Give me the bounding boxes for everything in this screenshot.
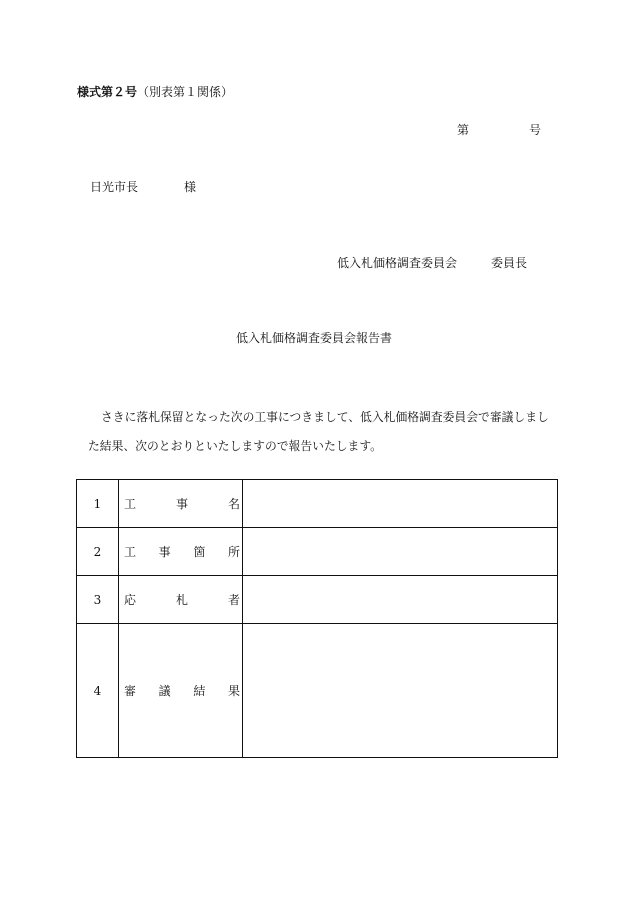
label-char: 応 — [124, 592, 137, 607]
label-char: 結 — [193, 683, 206, 698]
label-char: 所 — [227, 544, 240, 559]
table-row — [77, 624, 557, 757]
row-label — [124, 594, 240, 606]
sender — [337, 257, 527, 269]
row-label — [124, 685, 240, 697]
row-number-cell: 3 — [77, 576, 119, 623]
row-value-cell — [243, 624, 557, 757]
sender-role: 委員長 — [490, 256, 527, 270]
addressee-honorific: 様 — [183, 180, 196, 194]
label-char: 工 — [124, 496, 137, 511]
form-number: 様式第２号 — [77, 85, 138, 99]
body-line-1: さきに落札保留となった次の工事につきまして、低入札価格調査委員会で審議しまし — [101, 410, 549, 424]
table-row — [77, 480, 557, 528]
form-header — [77, 86, 233, 98]
label-char: 果 — [227, 683, 240, 698]
label-char: 事 — [158, 544, 171, 559]
label-char: 箇 — [193, 544, 206, 559]
details-table — [76, 479, 558, 758]
body-line-2: た結果、次のとおりといたしますので報告いたします。 — [88, 439, 382, 453]
form-reference: （別表第１関係） — [137, 85, 234, 99]
row-label — [124, 498, 240, 510]
label-char: 札 — [175, 592, 188, 607]
document-number — [457, 124, 541, 136]
row-number-cell: 2 — [77, 528, 119, 575]
row-value-cell — [243, 480, 557, 527]
table-row — [77, 576, 557, 624]
row-label-cell — [119, 624, 243, 757]
label-char: 工 — [124, 544, 137, 559]
label-char: 事 — [175, 496, 188, 511]
row-label-cell — [119, 480, 243, 527]
row-number-cell: 1 — [77, 480, 119, 527]
table-row — [77, 528, 557, 576]
row-value-cell — [243, 576, 557, 623]
row-number-cell: 4 — [77, 624, 119, 757]
label-char: 名 — [227, 496, 240, 511]
row-label-cell — [119, 576, 243, 623]
document-number-suffix: 号 — [528, 123, 541, 137]
row-label-cell — [119, 528, 243, 575]
document-number-prefix: 第 — [457, 123, 470, 137]
addressee-name: 日光市長 — [90, 180, 139, 194]
report-title: 低入札価格調査委員会報告書 — [236, 331, 393, 345]
label-char: 審 — [124, 683, 137, 698]
row-value-cell — [243, 528, 557, 575]
sender-committee: 低入札価格調査委員会 — [337, 256, 458, 270]
row-label — [124, 546, 240, 558]
addressee — [90, 181, 196, 193]
label-char: 議 — [158, 683, 171, 698]
label-char: 者 — [227, 592, 240, 607]
